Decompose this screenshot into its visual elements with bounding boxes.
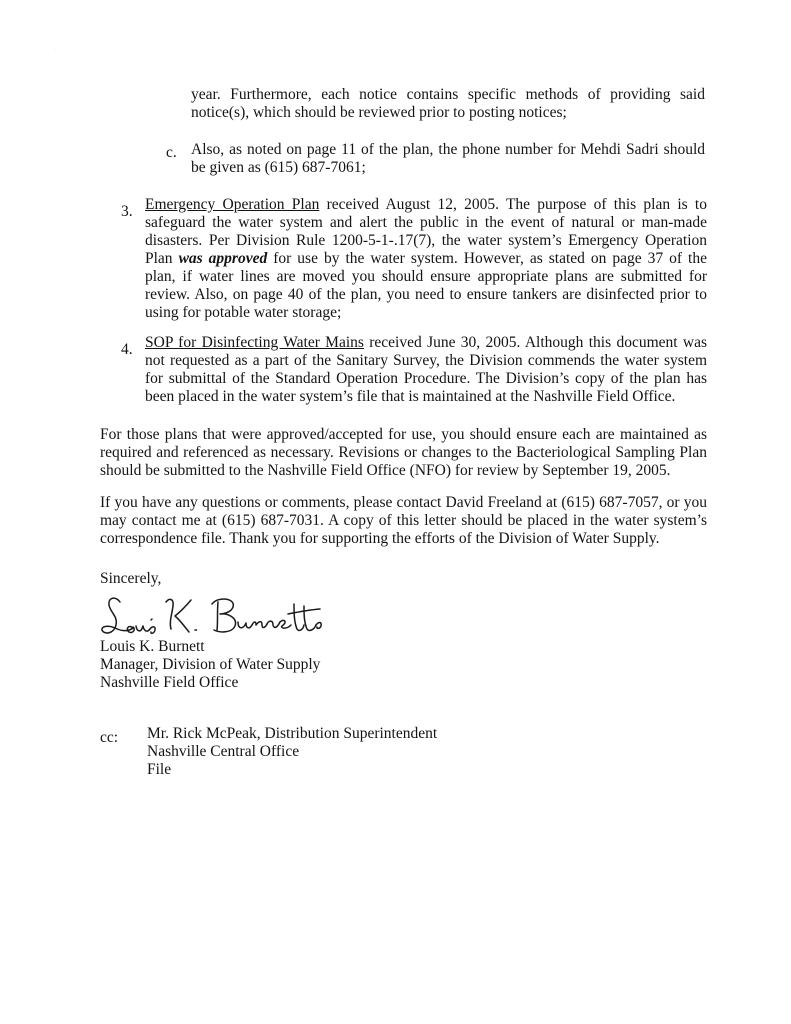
item-4-line-2: not requested as a part of the Sanitary Survey, the Division commends the water system	[145, 352, 707, 369]
signer-title: Manager, Division of Water Supply	[100, 656, 321, 673]
item-3	[145, 196, 707, 322]
item-4	[145, 334, 707, 406]
signer-office: Nashville Field Office	[100, 674, 239, 691]
signer-block	[100, 638, 420, 692]
plans-line-1: For those plans that were approved/accepted for use, you should ensure each are maintained as	[100, 426, 707, 443]
item-c	[191, 141, 705, 177]
item-b-line-2: notice(s), which should be reviewed prior to posting notices;	[191, 104, 567, 121]
contact-line-2: may contact me at (615) 687-7031. A copy of this letter should be placed in the water system’s	[100, 512, 707, 529]
cc-recipient: File	[147, 761, 172, 778]
item-3-line-4-start: Plan	[145, 250, 179, 267]
item-3-line-7: using for potable water storage;	[145, 304, 342, 321]
item-c-line-1: Also, as noted on page 11 of the plan, the phone number for Mehdi Sadri should	[191, 141, 705, 158]
item-3-line-5: plan, if water lines are moved you should ensure appropriate plans are submitted for	[145, 268, 707, 285]
plans-paragraph	[100, 426, 707, 480]
item-3-line-1	[145, 196, 707, 214]
closing: Sincerely,	[100, 570, 162, 587]
item-3-line-2: safeguard the water system and alert the public in the event of natural or man-made	[145, 214, 707, 231]
item-3-marker: 3.	[121, 203, 133, 220]
item-4-title: SOP for Disinfecting Water Mains	[145, 334, 364, 351]
item-4-line-1-rest: received June 30, 2005. Although this document was	[363, 334, 707, 351]
plans-line-3: should be submitted to the Nashville Field Office (NFO) for review by September 19, 2005.	[100, 462, 671, 479]
plans-line-2: required and referenced as necessary. Revisions or changes to the Bacteriological Sampling Plan	[100, 444, 707, 461]
contact-line-3: correspondence file. Thank you for supporting the efforts of the Division of Water Supply.	[100, 530, 660, 547]
item-4-line-3: for submittal of the Standard Operation Procedure. The Division’s copy of the plan has	[145, 370, 707, 387]
contact-paragraph	[100, 494, 707, 548]
item-3-line-4-rest: for use by the water system. However, as stated on page 37 of the	[267, 250, 707, 267]
item-4-marker: 4.	[121, 341, 133, 358]
cc-recipients	[147, 725, 507, 779]
item-b-line-1: year. Furthermore, each notice contains specific methods of providing said	[191, 86, 705, 103]
cc-recipient: Mr. Rick McPeak, Distribution Superintendent	[147, 725, 438, 742]
cc-label: cc:	[100, 729, 119, 746]
cc-recipient: Nashville Central Office	[147, 743, 300, 760]
item-4-line-1	[145, 334, 707, 352]
signer-name: Louis K. Burnett	[100, 638, 205, 655]
item-c-marker: c.	[166, 144, 177, 161]
item-3-line-3: disasters. Per Division Rule 1200-5-1-.17(7), the water system’s Emergency Operation	[145, 232, 707, 249]
item-3-line-6: review. Also, on page 40 of the plan, you need to ensure tankers are disinfected prior to	[145, 286, 707, 303]
item-3-line-1-rest: received August 12, 2005. The purpose of this plan is to	[319, 196, 707, 213]
scan-speck: · · ·	[44, 48, 68, 54]
item-3-emphasis: was approved	[178, 250, 268, 267]
item-4-line-4: been placed in the water system’s file that is maintained at the Nashville Field Office.	[145, 388, 676, 405]
item-b-continuation	[191, 86, 705, 122]
item-c-line-2: be given as (615) 687-7061;	[191, 159, 366, 176]
item-3-title: Emergency Operation Plan	[145, 196, 320, 213]
contact-line-1: If you have any questions or comments, please contact David Freeland at (615) 687-7057, or you	[100, 494, 707, 511]
item-3-line-4	[145, 250, 707, 268]
signature	[96, 592, 336, 644]
